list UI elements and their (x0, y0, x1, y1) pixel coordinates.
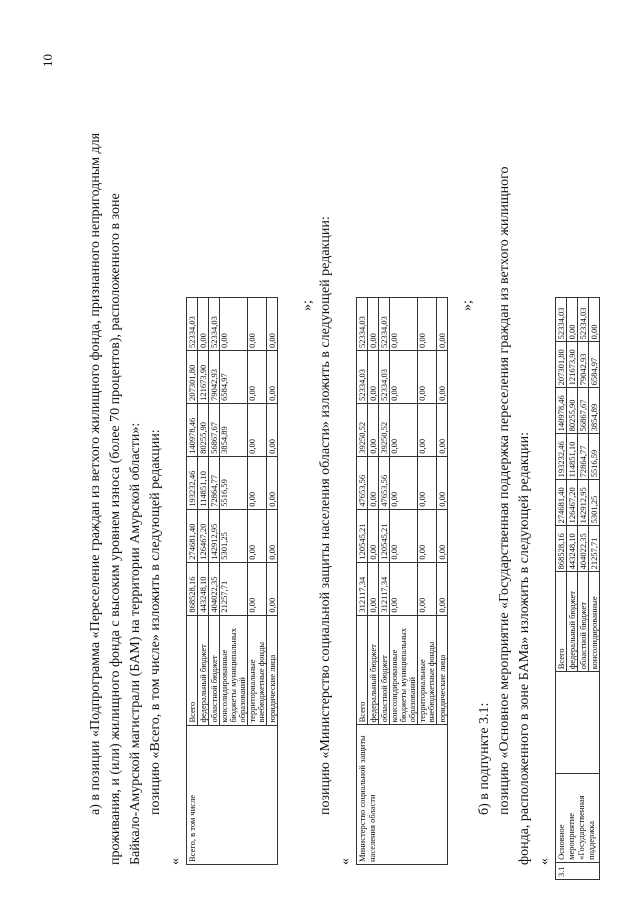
quote-close-1: »; (300, 300, 315, 311)
amount-cell: 0,00 (437, 403, 448, 456)
amount-cell: 0,00 (368, 298, 379, 351)
source-name: федеральный бюджет (567, 572, 578, 672)
quote-open-3: « (537, 858, 552, 865)
amount-cell: 0,00 (267, 298, 278, 351)
amount-cell: 5516,59 (220, 456, 248, 509)
amount-cell: 6584,97 (589, 342, 600, 388)
source-name: юридические лица (437, 615, 448, 725)
source-name: консолидированные (589, 572, 600, 672)
amount-cell: 5301,25 (589, 480, 600, 526)
amount-cell: 21257,71 (589, 526, 600, 572)
amount-cell: 72864,77 (578, 434, 589, 480)
amount-cell: 0,00 (390, 403, 418, 456)
amount-cell: 0,00 (368, 562, 379, 615)
amount-cell: 0,00 (418, 298, 437, 351)
amount-cell: 5301,25 (220, 509, 248, 562)
source-name: консолидированные бюджеты муниципальных образований (390, 615, 418, 725)
amount-cell: 121673,90 (567, 342, 578, 388)
amount-cell: 0,00 (267, 509, 278, 562)
table-main-activity (555, 297, 600, 880)
source-name: областной бюджет (578, 572, 589, 672)
source-name: федеральный бюджет (198, 615, 209, 725)
amount-cell: 0,00 (368, 350, 379, 403)
row-label: Министерство социальной защиты населения области (357, 725, 448, 865)
amount-cell: 0,00 (390, 456, 418, 509)
amount-cell: 39250,52 (357, 403, 368, 456)
amount-cell: 868528,16 (556, 526, 567, 572)
amount-cell: 0,00 (390, 298, 418, 351)
amount-cell: 140978,46 (187, 403, 198, 456)
para-a-line-2: проживания, и (или) жилищного фонда с высоким уровнем износа (более 70 процентов), расположенного в зоне (108, 193, 123, 865)
table-ministry (356, 297, 448, 865)
amount-cell: 0,00 (437, 298, 448, 351)
quote-close-2: »; (460, 300, 475, 311)
amount-cell: 79042,93 (578, 342, 589, 388)
amount-cell: 0,00 (437, 562, 448, 615)
source-name: областной бюджет (379, 615, 390, 725)
amount-cell: 0,00 (437, 350, 448, 403)
amount-cell: 404022,35 (578, 526, 589, 572)
amount-cell: 80255,90 (198, 403, 209, 456)
quote-open-2: « (338, 858, 353, 865)
amount-cell: 121673,90 (198, 350, 209, 403)
amount-cell: 312117,34 (357, 562, 368, 615)
amount-cell: 868528,16 (187, 562, 198, 615)
para-b2-line-1: позицию «Основное мероприятие «Государственная поддержка переселения граждан из ветхого жилищного (497, 166, 512, 815)
amount-cell: 193232,46 (187, 456, 198, 509)
amount-cell: 0,00 (418, 562, 437, 615)
source-name: Всего (556, 572, 567, 672)
para-a-line-4: позицию «Всего, в том числе» изложить в следующей редакции: (148, 429, 163, 815)
amount-cell: 120545,21 (357, 509, 368, 562)
amount-cell: 0,00 (248, 298, 267, 351)
amount-cell: 0,00 (248, 456, 267, 509)
amount-cell: 404022,35 (209, 562, 220, 615)
amount-cell: 0,00 (267, 456, 278, 509)
amount-cell: 274681,40 (556, 480, 567, 526)
row-label: Всего, в том числе (187, 725, 278, 864)
amount-cell: 0,00 (267, 403, 278, 456)
amount-cell: 52334,03 (556, 298, 567, 342)
source-name: Всего (357, 615, 368, 725)
amount-cell: 80255,90 (567, 388, 578, 434)
amount-cell: 52334,03 (187, 298, 198, 351)
amount-cell: 207301,80 (556, 342, 567, 388)
amount-cell: 0,00 (368, 403, 379, 456)
amount-cell: 39250,52 (379, 403, 390, 456)
amount-cell: 0,00 (418, 509, 437, 562)
row-label: Основное мероприятие «Государственная поддержка (556, 774, 600, 862)
amount-cell: 0,00 (220, 298, 248, 351)
amount-cell: 0,00 (390, 509, 418, 562)
amount-cell: 56867,67 (209, 403, 220, 456)
amount-cell: 443248,10 (567, 526, 578, 572)
amount-cell: 52334,03 (379, 298, 390, 351)
amount-cell: 120545,21 (379, 509, 390, 562)
amount-cell: 0,00 (368, 456, 379, 509)
amount-cell: 0,00 (390, 562, 418, 615)
amount-cell: 5516,59 (589, 434, 600, 480)
amount-cell: 443248,10 (198, 562, 209, 615)
table-total (186, 297, 278, 865)
para-b: б) в подпункте 3.1: (477, 702, 492, 815)
amount-cell: 3854,89 (589, 388, 600, 434)
amount-cell: 114851,10 (567, 434, 578, 480)
amount-cell: 52334,03 (578, 298, 589, 342)
amount-cell: 47653,56 (357, 456, 368, 509)
row-number: 3.1 (556, 862, 600, 879)
source-name: юридические лица (267, 615, 278, 725)
amount-cell: 207301,80 (187, 350, 198, 403)
source-name: территориальные внебюджетные фонды (248, 615, 267, 725)
amount-cell: 72864,77 (209, 456, 220, 509)
amount-cell: 0,00 (567, 298, 578, 342)
amount-cell: 6584,97 (220, 350, 248, 403)
amount-cell: 47653,56 (379, 456, 390, 509)
para-a-line-1: а) в позиции «Подпрограмма «Переселение граждан из ветхого жилищного фонда, признанного непригодным для (88, 132, 103, 815)
amount-cell: 0,00 (368, 509, 379, 562)
amount-cell: 0,00 (418, 456, 437, 509)
para-a-line-3: Байкало-Амурской магистрали (БАМ) на территории Амурской области»: (128, 422, 143, 865)
amount-cell: 0,00 (248, 562, 267, 615)
source-name: Всего (187, 615, 198, 725)
amount-cell: 52334,03 (357, 350, 368, 403)
amount-cell: 0,00 (418, 403, 437, 456)
amount-cell: 114851,10 (198, 456, 209, 509)
amount-cell: 126467,20 (567, 480, 578, 526)
amount-cell: 0,00 (437, 509, 448, 562)
amount-cell: 193232,46 (556, 434, 567, 480)
amount-cell: 0,00 (248, 509, 267, 562)
amount-cell: 0,00 (267, 562, 278, 615)
amount-cell: 56867,67 (578, 388, 589, 434)
blank-cell (556, 672, 600, 774)
source-name: федеральный бюджет (368, 615, 379, 725)
ministry-line: позицию «Министерство социальной защиты населения области» изложить в следующей редакции: (318, 216, 333, 815)
table-row (357, 298, 368, 865)
amount-cell: 0,00 (267, 350, 278, 403)
amount-cell: 274681,40 (187, 509, 198, 562)
amount-cell: 0,00 (437, 456, 448, 509)
amount-cell: 0,00 (390, 350, 418, 403)
amount-cell: 0,00 (248, 350, 267, 403)
page-number: 10 (40, 54, 55, 67)
amount-cell: 0,00 (589, 298, 600, 342)
amount-cell: 21257,71 (220, 562, 248, 615)
amount-cell: 126467,20 (198, 509, 209, 562)
source-name: консолидированные бюджеты муниципальных образований (220, 615, 248, 725)
amount-cell: 312117,34 (379, 562, 390, 615)
amount-cell: 140978,46 (556, 388, 567, 434)
amount-cell: 3854,89 (220, 403, 248, 456)
para-b2-line-2: фонда, расположенного в зоне БАМа» изложить в следующей редакции: (517, 431, 532, 865)
amount-cell: 52334,03 (209, 298, 220, 351)
table-row (187, 298, 198, 865)
amount-cell: 142912,95 (209, 509, 220, 562)
source-name: территориальные внебюджетные фонды (418, 615, 437, 725)
table-row (556, 298, 567, 880)
amount-cell: 79042,93 (209, 350, 220, 403)
amount-cell: 142912,95 (578, 480, 589, 526)
amount-cell: 52334,03 (379, 350, 390, 403)
quote-open-1: « (168, 858, 183, 865)
amount-cell: 0,00 (418, 350, 437, 403)
amount-cell: 0,00 (198, 298, 209, 351)
source-name: областной бюджет (209, 615, 220, 725)
amount-cell: 0,00 (248, 403, 267, 456)
amount-cell: 52334,03 (357, 298, 368, 351)
